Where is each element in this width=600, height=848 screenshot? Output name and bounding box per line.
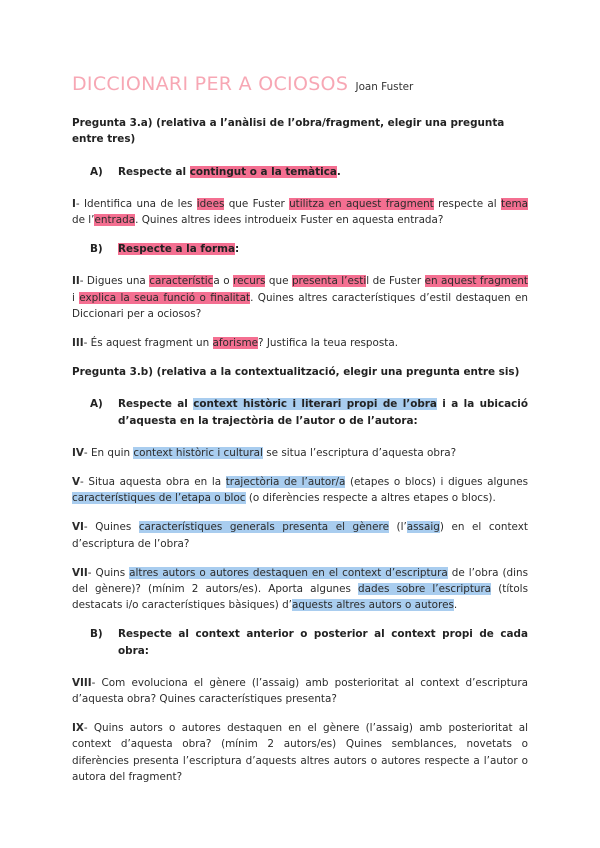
section-label: A) <box>90 165 103 178</box>
question-number: IX <box>72 722 84 735</box>
section-label: B) <box>90 243 103 256</box>
section-label: B) <box>90 628 103 641</box>
question-V: V- Situa aquesta obra en la trajectòria de l’autor/a (etapes o blocs) i digues algunes característiques de l’etapa o bloc (o diferències respecte a altres etapes o blocs). <box>72 476 528 505</box>
highlight: explica la seua funció o finalitat <box>79 291 251 304</box>
question-number: III <box>72 337 84 350</box>
highlight: context històric i literari propi de l’obra <box>193 398 437 411</box>
section-3b-A: A) Respecte al context històric i literari propi de l’obra i a la ubicació d’aquesta en la trajectòria de l’autor o de l’autora: <box>72 396 528 428</box>
highlight: assaig <box>406 521 440 534</box>
section-label: A) <box>90 398 103 411</box>
question-III: III- És aquest fragment un aforisme? Justifica la teua resposta. <box>72 337 399 350</box>
document-author: Joan Fuster <box>355 81 414 93</box>
highlight: recurs <box>233 275 266 288</box>
question-number: VIII <box>72 676 92 689</box>
highlight: aquests altres autors o autores <box>292 599 454 612</box>
question-number: V <box>72 476 81 489</box>
highlight: en aquest fragment <box>424 275 528 288</box>
highlight: altres autors o autores destaquen en el context d’escriptura <box>129 566 448 579</box>
question-II: II- Digues una característica o recurs que presenta l’estil de Fuster en aquest fragment i explica la seua funció o finalitat. Quines altres característiques d’estil destaquen en Diccionari per a ociosos? <box>72 275 528 320</box>
question-number: I <box>72 197 76 210</box>
question-IX: IX- Quins autors o autores destaquen en el gènere (l’assaig) amb posterioritat al context d’aquesta obra? (mínim 2 autors/es) Quines semblances, novetats o diferències presenta l’escriptura d’aquests altres autors o autores respecte a l’autor o autora del fragment? <box>72 722 528 783</box>
document-title: DICCIONARI PER A OCIOSOS <box>72 73 349 95</box>
highlight: Respecte a la forma <box>118 243 235 256</box>
highlight: idees <box>196 197 225 210</box>
highlight: tema <box>501 197 528 210</box>
highlight: presenta l’esti <box>291 275 367 288</box>
highlight: característiques de l’etapa o bloc <box>72 492 246 505</box>
highlight: context històric i cultural <box>133 446 263 459</box>
highlight: contingut o a la temàtica <box>189 165 337 178</box>
question-3b-heading: Pregunta 3.b) (relativa a la contextualització, elegir una pregunta entre sis) <box>72 366 520 379</box>
question-I: I- Identifica una de les idees que Fuster utilitza en aquest fragment respecte al tema de l’entrada. Quines altres idees introdueix Fuster en aquesta entrada? <box>72 197 528 227</box>
highlight: característic <box>149 275 214 288</box>
question-VII: VII- Quins altres autors o autores destaquen en el context d’escriptura de l’obra (dins del gènere)? (mínim 2 autors/es). Aporta algunes dades sobre l’escriptura (títols destacats i/o característiques bàsiques) d’aquests altres autors o autores. <box>72 566 529 612</box>
section-3b-B: B) Respecte al context anterior o posterior al context propi de cada obra: <box>72 626 528 658</box>
question-number: IV <box>72 446 84 459</box>
highlight: característiques generals presenta el gènere <box>138 521 389 534</box>
section-3a-B: B) Respecte a la forma: <box>72 241 528 257</box>
title-line <box>72 73 528 95</box>
question-VIII: VIII- Com evoluciona el gènere (l’assaig) amb posterioritat al context d’escriptura d’aquesta obra? Quines característiques presenta? <box>72 676 528 706</box>
highlight: dades sobre l’escriptura <box>358 583 492 596</box>
highlight: trajectòria de l’autor/a <box>225 476 346 489</box>
highlight: utilitza en aquest fragment <box>289 197 434 210</box>
highlight: entrada <box>94 214 136 227</box>
question-number: VII <box>72 566 88 579</box>
question-IV: IV- En quin context històric i cultural se situa l’escriptura d’aquesta obra? <box>72 446 457 459</box>
question-number: VI <box>72 521 84 534</box>
highlight: aforisme <box>212 337 259 350</box>
question-VI: VI- Quines característiques generals presenta el gènere (l’assaig) en el context d’escriptura de l’obra? <box>72 521 528 550</box>
question-number: II <box>72 275 80 288</box>
section-3a-A: A) Respecte al contingut o a la temàtica. <box>72 164 528 180</box>
question-3a-heading: Pregunta 3.a) (relativa a l’anàlisi de l’obra/fragment, elegir una pregunta entre tres) <box>72 117 505 146</box>
